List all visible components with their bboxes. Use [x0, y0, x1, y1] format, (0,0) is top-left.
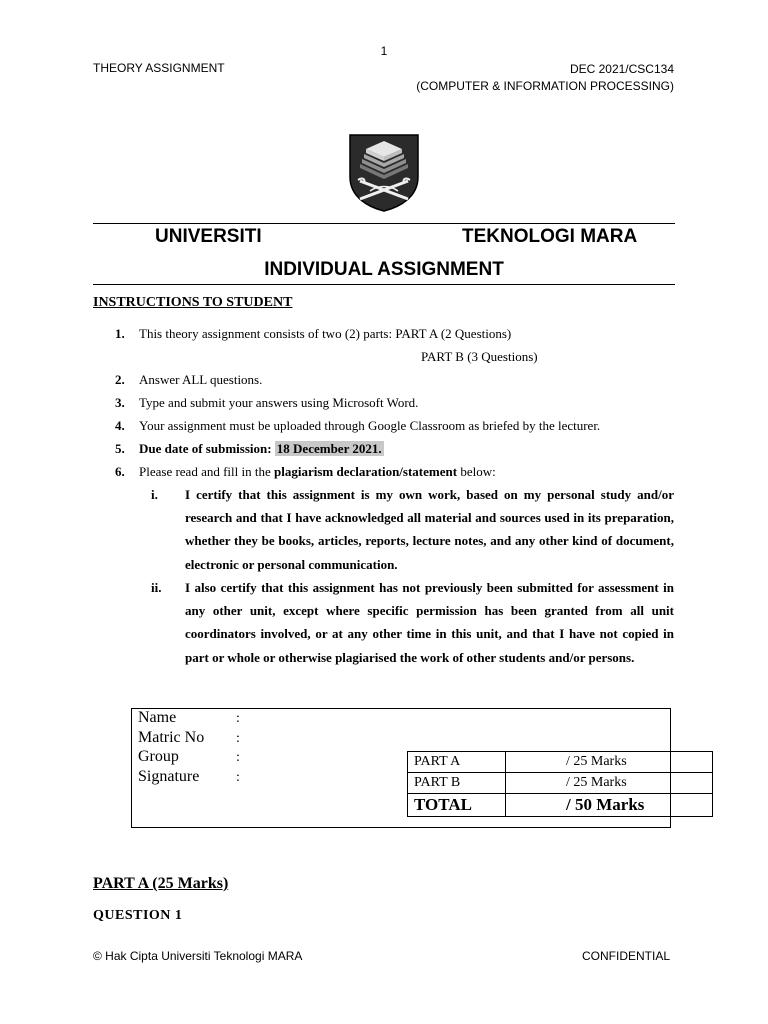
course-name: (COMPUTER & INFORMATION PROCESSING)	[416, 79, 674, 93]
marks-row-part-a	[408, 752, 713, 773]
marks-value: / 25 Marks	[506, 773, 713, 794]
title-top-rule	[93, 223, 675, 224]
declaration-text: I certify that this assignment is my own work, based on my personal study and/or research and that I have acknowledged all material and sources used in its preparation, whether they be books, articles, reports, lecture notes, and any other kind of document, electronic or personal communication.	[185, 487, 674, 572]
marks-part-label: PART B	[408, 773, 506, 794]
name-label: Name	[138, 709, 177, 726]
group-colon: :	[236, 750, 240, 765]
plagiarism-declaration-term: plagiarism declaration/statement	[274, 464, 458, 479]
title-bottom-rule	[93, 284, 675, 285]
instruction-number: 3.	[115, 395, 125, 410]
instruction-number: 5.	[115, 441, 125, 456]
footer-copyright: © Hak Cipta Universiti Teknologi MARA	[93, 949, 303, 963]
header-left: THEORY ASSIGNMENT	[93, 61, 225, 75]
matric-no-colon: :	[236, 731, 240, 746]
university-name-part2: TEKNOLOGI MARA	[462, 226, 638, 247]
part-a-heading: PART A (25 Marks)	[93, 875, 229, 892]
marks-total-label: TOTAL	[408, 794, 506, 817]
marks-total-value: / 50 Marks	[506, 794, 713, 817]
header-right	[416, 61, 674, 95]
instruction-number: 4.	[115, 418, 125, 433]
instruction-text: Answer ALL questions.	[139, 372, 263, 387]
declaration-number: i.	[151, 487, 158, 502]
instruction-text: This theory assignment consists of two (2) parts: PART A (2 Questions)	[139, 326, 512, 341]
due-date-value: 18 December 2021.	[276, 441, 382, 456]
instruction-text-pre: Please read and fill in the	[139, 464, 275, 479]
instruction-number: 1.	[115, 326, 125, 341]
instruction-number: 2.	[115, 372, 125, 387]
name-colon: :	[236, 711, 240, 726]
marks-table	[407, 751, 713, 817]
instruction-text-continued: PART B (3 Questions)	[421, 349, 538, 364]
instructions-heading: INSTRUCTIONS TO STUDENT	[93, 295, 293, 310]
footer-confidential: CONFIDENTIAL	[581, 949, 670, 963]
instruction-number: 6.	[115, 464, 125, 479]
instruction-text: Your assignment must be uploaded through Google Classroom as briefed by the lecturer.	[139, 418, 601, 433]
marks-row-total	[408, 794, 713, 817]
marks-row-part-b	[408, 773, 713, 794]
university-name-part1: UNIVERSITI	[155, 226, 262, 247]
question-1-heading: QUESTION 1	[93, 908, 183, 923]
assignment-title: INDIVIDUAL ASSIGNMENT	[264, 259, 504, 280]
declaration-number: ii.	[151, 580, 162, 595]
signature-colon: :	[236, 770, 240, 785]
page-number: 1	[380, 44, 388, 58]
marks-value: / 25 Marks	[506, 752, 713, 773]
declaration-text: I also certify that this assignment has not previously been submitted for assessment in any other unit, except where specific permission has been granted from all unit coordinators involved, or at any other time in this unit, and that I have not copied in part or whole or otherwise plagiarised the work of other students and/or persons.	[185, 580, 674, 665]
instruction-text: Type and submit your answers using Microsoft Word.	[139, 395, 419, 410]
course-code: DEC 2021/CSC134	[569, 62, 674, 76]
signature-label: Signature	[138, 768, 200, 785]
instruction-text	[139, 464, 496, 480]
group-label: Group	[138, 748, 179, 765]
instruction-text-post: below:	[457, 464, 496, 479]
instruction-text	[139, 441, 384, 457]
uitm-crest-icon	[348, 133, 420, 213]
marks-part-label: PART A	[408, 752, 506, 773]
due-date-label: Due date of submission:	[139, 441, 272, 456]
matric-no-label: Matric No	[138, 729, 205, 746]
